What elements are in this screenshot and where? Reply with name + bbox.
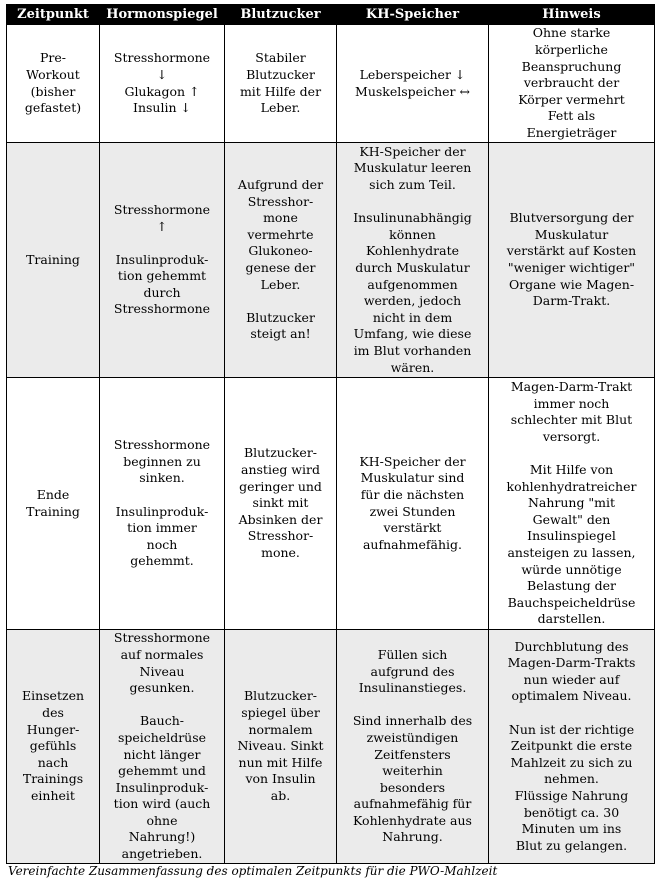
cell-kh-speicher: Leberspeicher ↓ Muskelspeicher ↔ xyxy=(337,25,489,143)
cell-zeitpunkt: Training xyxy=(7,143,100,378)
cell-hormonspiegel: Stresshormone ↓ Glukagon ↑ Insulin ↓ xyxy=(100,25,225,143)
cell-kh-speicher: KH-Speicher der Muskulatur leeren sich zum Teil. Insulinunabhängig können Kohlenhydrate durch Muskulatur aufgenommen werden, jedoch nicht in dem Umfang, wie diese im Blut vorhanden wären. xyxy=(337,143,489,378)
table-row-ende-training xyxy=(7,378,655,630)
cell-zeitpunkt: Einsetzen des Hunger- gefühls nach Trainings einheit xyxy=(7,630,100,864)
pwo-summary-table xyxy=(6,4,655,864)
cell-hormonspiegel: Stresshormone beginnen zu sinken. Insulinproduk- tion immer noch gehemmt. xyxy=(100,378,225,630)
cell-blutzucker: Stabiler Blutzucker mit Hilfe der Leber. xyxy=(225,25,337,143)
cell-hinweis: Durchblutung des Magen-Darm-Trakts nun wieder auf optimalem Niveau. Nun ist der richtige Zeitpunkt die erste Mahlzeit zu sich zu nehmen. Flüssige Nahrung benötigt ca. 30 Minuten um ins Blut zu gelangen. xyxy=(489,630,655,864)
cell-hinweis: Magen-Darm-Trakt immer noch schlechter mit Blut versorgt. Mit Hilfe von kohlenhydratreicher Nahrung "mit Gewalt" den Insulinspiegel ansteigen zu lassen, würde unnötige Belastung der Bauchspeicheldrüse darstellen. xyxy=(489,378,655,630)
cell-zeitpunkt: Pre- Workout (bisher gefastet) xyxy=(7,25,100,143)
cell-hormonspiegel: Stresshormone auf normales Niveau gesunken. Bauch- speicheldrüse nicht länger gehemmt und Insulinproduk- tion wird (auch ohne Nahrung!) angetrieben. xyxy=(100,630,225,864)
cell-blutzucker: Aufgrund der Stresshor- mone vermehrte Glukoneo- genese der Leber. Blutzucker steigt an! xyxy=(225,143,337,378)
header-hormonspiegel: Hormonspiegel xyxy=(100,5,225,25)
cell-hormonspiegel: Stresshormone ↑ Insulinproduk- tion gehemmt durch Stresshormone xyxy=(100,143,225,378)
cell-blutzucker: Blutzucker- spiegel über normalem Niveau. Sinkt nun mit Hilfe von Insulin ab. xyxy=(225,630,337,864)
cell-blutzucker: Blutzucker- anstieg wird geringer und sinkt mit Absinken der Stresshor- mone. xyxy=(225,378,337,630)
header-blutzucker: Blutzucker xyxy=(225,5,337,25)
table-row-training xyxy=(7,143,655,378)
table-row-hungergefuehl xyxy=(7,630,655,864)
header-kh-speicher: KH-Speicher xyxy=(337,5,489,25)
cell-kh-speicher: KH-Speicher der Muskulatur sind für die nächsten zwei Stunden verstärkt aufnahmefähig. xyxy=(337,378,489,630)
cell-hinweis: Blutversorgung der Muskulatur verstärkt auf Kosten "weniger wichtiger" Organe wie Magen- Darm-Trakt. xyxy=(489,143,655,378)
cell-zeitpunkt: Ende Training xyxy=(7,378,100,630)
header-zeitpunkt: Zeitpunkt xyxy=(7,5,100,25)
header-row xyxy=(7,5,655,25)
table-caption: Vereinfachte Zusammenfassung des optimalen Zeitpunkts für die PWO-Mahlzeit xyxy=(8,864,498,878)
header-hinweis: Hinweis xyxy=(489,5,655,25)
cell-kh-speicher: Füllen sich aufgrund des Insulinanstieges. Sind innerhalb des zweistündigen Zeitfensters weiterhin besonders aufnahmefähig für Kohlenhydrate aus Nahrung. xyxy=(337,630,489,864)
cell-hinweis: Ohne starke körperliche Beanspruchung verbraucht der Körper vermehrt Fett als Energieträger xyxy=(489,25,655,143)
table-row-pre-workout xyxy=(7,25,655,143)
